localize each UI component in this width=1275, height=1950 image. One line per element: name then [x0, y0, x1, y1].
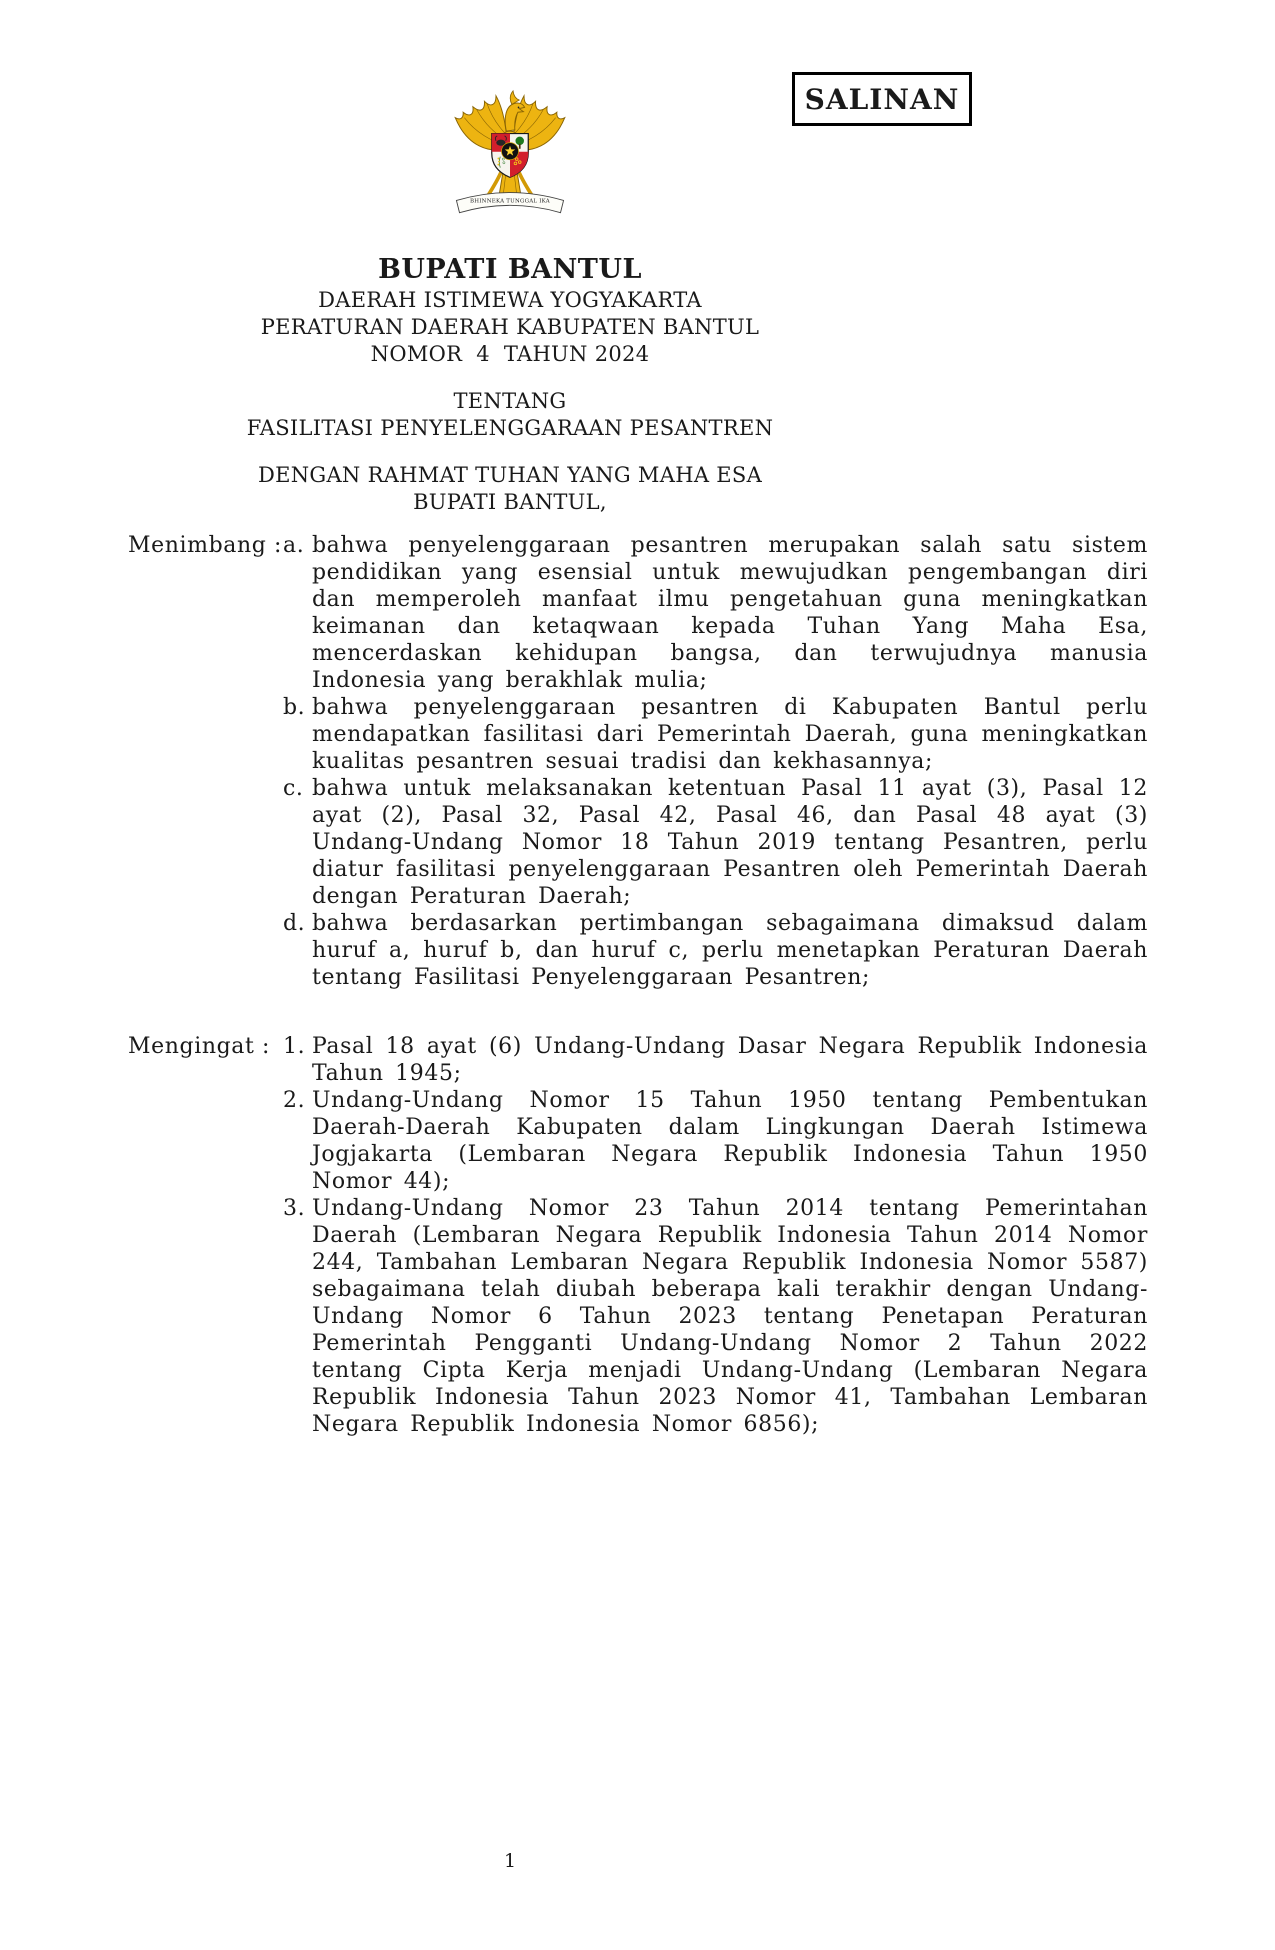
- salinan-stamp: [792, 72, 972, 126]
- mengingat-item: [283, 1087, 1148, 1195]
- item-marker: d.: [283, 911, 306, 936]
- mengingat-items: [283, 1033, 1148, 1438]
- emblem-motto-text: BHINNEKA TUNGGAL IKA: [469, 198, 551, 205]
- mengingat-section: [128, 1033, 1148, 1438]
- invocation-line: DENGAN RAHMAT TUHAN YANG MAHA ESA: [257, 463, 763, 487]
- garuda-pancasila-emblem: [443, 80, 577, 223]
- menimbang-item: [283, 775, 1148, 910]
- menimbang-section: [128, 532, 1148, 991]
- garuda-icon: [443, 80, 577, 223]
- item-marker: a.: [283, 533, 305, 558]
- issuer-line: BUPATI BANTUL,: [413, 490, 607, 514]
- region-line: DAERAH ISTIMEWA YOGYAKARTA: [318, 288, 702, 312]
- item-marker: 2.: [283, 1088, 306, 1113]
- item-text: bahwa penyelenggaraan pesantren di Kabupaten Bantul perlu mendapatkan fasilitasi dari Pemerintah Daerah, guna meningkatkan kualitas pesantren sesuai tradisi dan kekhasannya;: [312, 695, 1148, 774]
- salinan-stamp-label: SALINAN: [804, 82, 960, 116]
- item-text: bahwa untuk melaksanakan ketentuan Pasal 11 ayat (3), Pasal 12 ayat (2), Pasal 32, Pasal 42, Pasal 46, dan Pasal 48 ayat (3) Undang-Undang Nomor 18 Tahun 2019 tentang Pesantren, perlu diatur fasilitasi penyelenggaraan Pesantren oleh Pemerintah Daerah dengan Peraturan Daerah;: [312, 776, 1148, 909]
- spacer: [0, 368, 1020, 388]
- document-body: [128, 532, 1148, 1438]
- item-marker: c.: [283, 776, 304, 801]
- menimbang-item: [283, 910, 1148, 991]
- item-text: Undang-Undang Nomor 23 Tahun 2014 tentang Pemerintahan Daerah (Lembaran Negara Republik Indonesia Tahun 2014 Nomor 244, Tambahan Lembaran Negara Republik Indonesia Nomor 5587) sebagaimana telah diubah beberapa kali terakhir dengan Undang-Undang Nomor 6 Tahun 2023 tentang Penetapan Peraturan Pemerintah Pengganti Undang-Undang Nomor 2 Tahun 2022 tentang Cipta Kerja menjadi Undang-Undang (Lembaran Negara Republik Indonesia Tahun 2023 Nomor 41, Tambahan Lembaran Negara Republik Indonesia Nomor 6856);: [312, 1196, 1148, 1437]
- mengingat-label: Mengingat :: [128, 1034, 271, 1059]
- item-marker: 1.: [283, 1034, 306, 1059]
- item-text: Pasal 18 ayat (6) Undang-Undang Dasar Negara Republik Indonesia Tahun 1945;: [312, 1034, 1148, 1086]
- item-text: Undang-Undang Nomor 15 Tahun 1950 tentang Pembentukan Daerah-Daerah Kabupaten dalam Lingkungan Daerah Istimewa Jogjakarta (Lembaran Negara Republik Indonesia Tahun 1950 Nomor 44);: [312, 1088, 1148, 1194]
- page-number: 1: [503, 1850, 517, 1872]
- item-text: bahwa penyelenggaraan pesantren merupakan salah satu sistem pendidikan yang esensial untuk mewujudkan pengembangan diri dan memperoleh manfaat ilmu pengetahuan guna meningkatkan keimanan dan ketaqwaan kepada Tuhan Yang Maha Esa, mencerdaskan kehidupan bangsa, dan terwujudnya manusia Indonesia yang berakhlak mulia;: [312, 533, 1148, 693]
- item-marker: b.: [283, 695, 306, 720]
- tentang-label: TENTANG: [453, 389, 567, 413]
- mengingat-item: [283, 1195, 1148, 1438]
- menimbang-items: [283, 532, 1148, 991]
- menimbang-item: [283, 694, 1148, 775]
- mengingat-item: [283, 1033, 1148, 1087]
- item-marker: 3.: [283, 1196, 306, 1221]
- spacer: [128, 991, 1148, 1033]
- menimbang-item: [283, 532, 1148, 694]
- menimbang-label: Menimbang :: [128, 533, 283, 558]
- number-line: NOMOR 4 TAHUN 2024: [370, 342, 650, 366]
- spacer: [0, 442, 1020, 462]
- item-text: bahwa berdasarkan pertimbangan sebagaimana dimaksud dalam huruf a, huruf b, dan huruf c, perlu menetapkan Peraturan Daerah tentang Fasilitasi Penyelenggaraan Pesantren;: [312, 911, 1148, 990]
- page-title: BUPATI BANTUL: [378, 254, 642, 285]
- subject-line: FASILITASI PENYELENGGARAAN PESANTREN: [246, 416, 774, 440]
- regulation-line: PERATURAN DAERAH KABUPATEN BANTUL: [260, 315, 760, 339]
- pancasila-shield: [492, 134, 529, 178]
